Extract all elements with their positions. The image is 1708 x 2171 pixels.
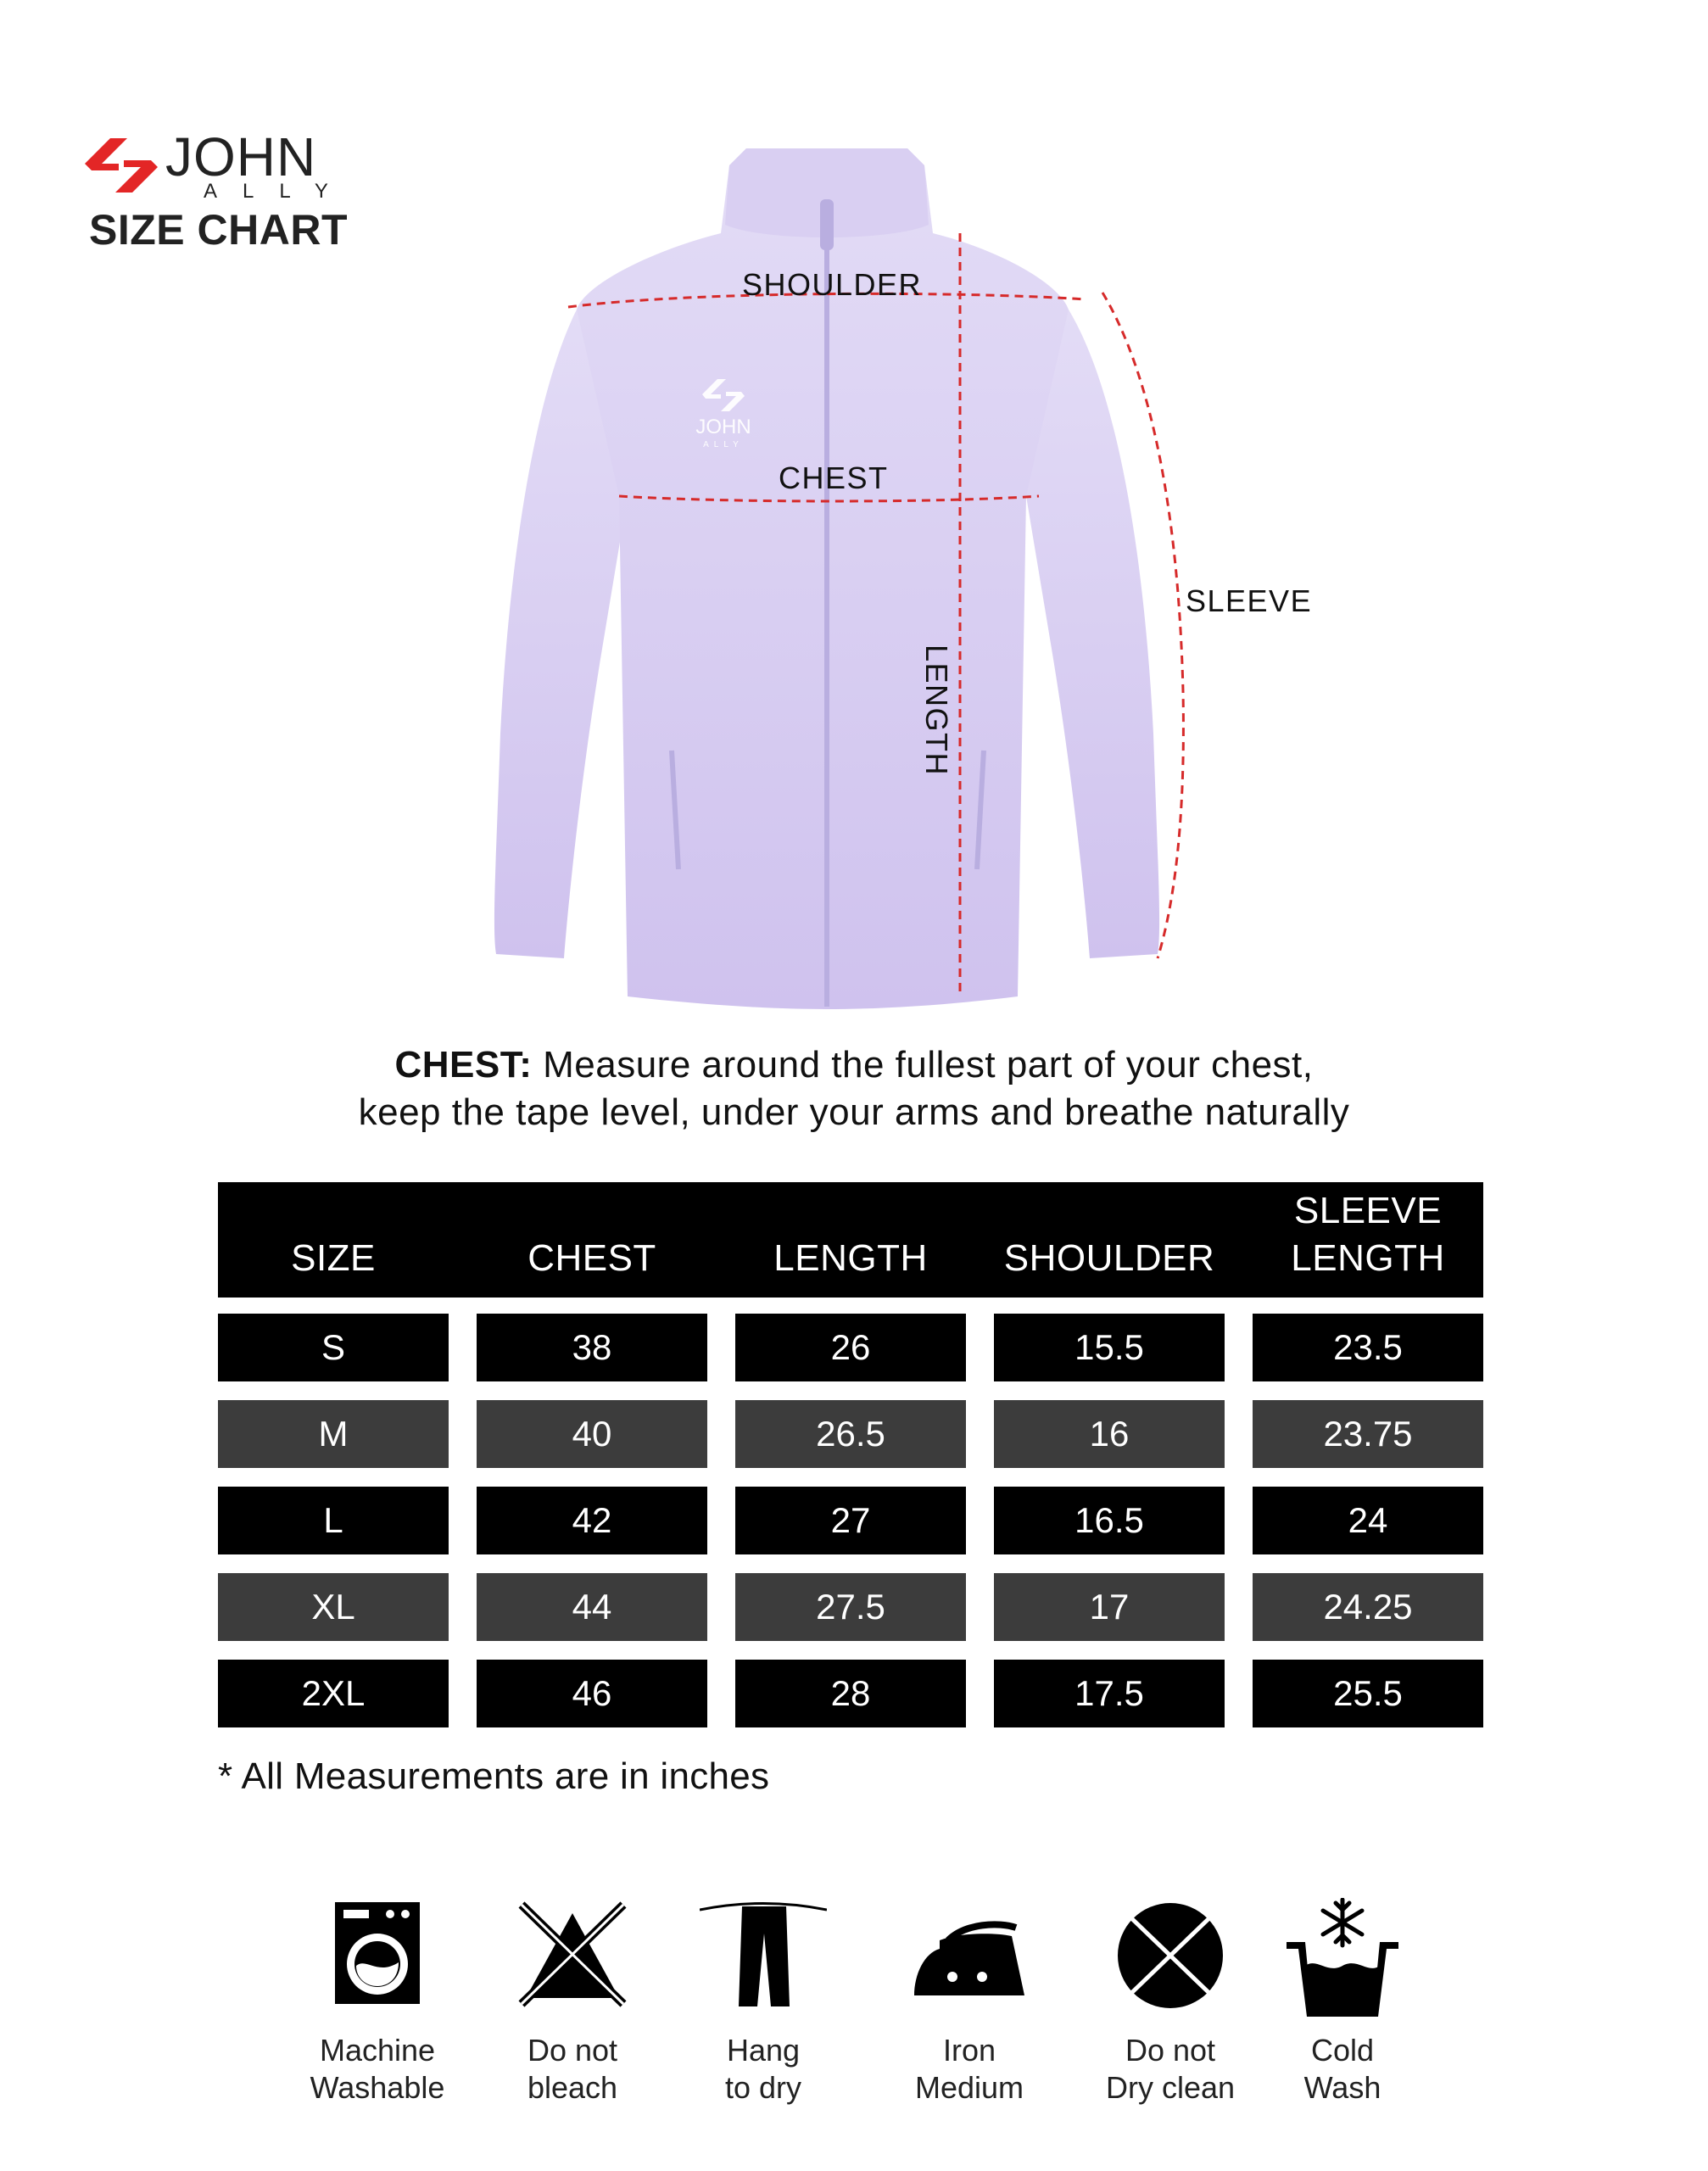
cell-chest: 42 <box>477 1487 707 1554</box>
care-label: Do not Dry clean <box>1105 2033 1236 2105</box>
care-label: Do not bleach <box>527 2033 618 2105</box>
brand-subname: ALLY <box>204 180 354 203</box>
cell-size: L <box>218 1487 449 1554</box>
svg-text:JOHN: JOHN <box>695 416 751 438</box>
chest-note-text-1: Measure around the fullest part of your chest, <box>532 1044 1314 1086</box>
chest-label: CHEST <box>779 460 889 495</box>
cell-length: 28 <box>735 1660 966 1727</box>
units-note: * All Measurements are in inches <box>218 1755 770 1797</box>
cell-chest: 46 <box>477 1660 707 1727</box>
chest-note-text-2: keep the tape level, under your arms and breathe naturally <box>358 1091 1350 1133</box>
cell-sleeve: 24 <box>1253 1487 1483 1554</box>
cold-wash-icon <box>1283 1898 1402 2017</box>
cell-size: M <box>218 1400 449 1468</box>
care-label: Machine Washable <box>310 2033 445 2105</box>
brand-name: JOHN <box>165 126 317 187</box>
chest-note-bold: CHEST: <box>394 1044 533 1086</box>
chest-measurement-note <box>0 1041 1708 1136</box>
size-table <box>218 1182 1483 1733</box>
header-length: LENGTH <box>773 1237 928 1279</box>
care-item <box>284 1898 471 2008</box>
iron-medium-icon <box>906 1898 1033 2012</box>
care-item <box>479 1898 666 2008</box>
cell-length: 26 <box>735 1314 966 1381</box>
cell-length: 27.5 <box>735 1573 966 1641</box>
washing-machine-icon <box>331 1898 424 2008</box>
cell-size: S <box>218 1314 449 1381</box>
cell-chest: 44 <box>477 1573 707 1641</box>
care-item <box>670 1898 857 2012</box>
header-chest: CHEST <box>527 1237 656 1279</box>
header-size: SIZE <box>291 1237 376 1279</box>
sleeve-label: SLEEVE <box>1186 583 1313 618</box>
hang-dry-icon <box>700 1898 827 2012</box>
cell-sleeve: 23.75 <box>1253 1400 1483 1468</box>
cell-shoulder: 16.5 <box>994 1487 1225 1554</box>
length-label: LENGTH <box>919 645 954 777</box>
no-dry-clean-icon <box>1111 1898 1230 2012</box>
no-bleach-icon <box>513 1898 632 2008</box>
shoulder-label: SHOULDER <box>742 267 923 302</box>
header-sleeve-length: SLEEVE LENGTH <box>1291 1190 1445 1279</box>
cell-shoulder: 15.5 <box>994 1314 1225 1381</box>
care-item <box>1249 1898 1436 2017</box>
cell-sleeve: 24.25 <box>1253 1573 1483 1641</box>
cell-chest: 40 <box>477 1400 707 1468</box>
jacket-measurement-diagram <box>475 140 1340 1018</box>
brand-logo <box>85 127 356 254</box>
cell-sleeve: 23.5 <box>1253 1314 1483 1381</box>
brand-mark-icon <box>85 131 158 199</box>
chest-note-line-1 <box>0 1041 1708 1089</box>
cell-length: 26.5 <box>735 1400 966 1468</box>
cell-length: 27 <box>735 1487 966 1554</box>
cell-sleeve: 25.5 <box>1253 1660 1483 1727</box>
cell-chest: 38 <box>477 1314 707 1381</box>
care-label: Cold Wash <box>1303 2033 1381 2105</box>
care-item <box>1077 1898 1264 2012</box>
care-item <box>876 1898 1063 2012</box>
care-label: Iron Medium <box>914 2033 1024 2105</box>
cell-size: 2XL <box>218 1660 449 1727</box>
header-shoulder: SHOULDER <box>1003 1237 1215 1279</box>
cell-shoulder: 17.5 <box>994 1660 1225 1727</box>
care-label: Hang to dry <box>724 2033 802 2105</box>
cell-shoulder: 16 <box>994 1400 1225 1468</box>
page-title: SIZE CHART <box>89 206 348 254</box>
cell-shoulder: 17 <box>994 1573 1225 1641</box>
cell-size: XL <box>218 1573 449 1641</box>
svg-text:ALLY: ALLY <box>703 440 744 449</box>
